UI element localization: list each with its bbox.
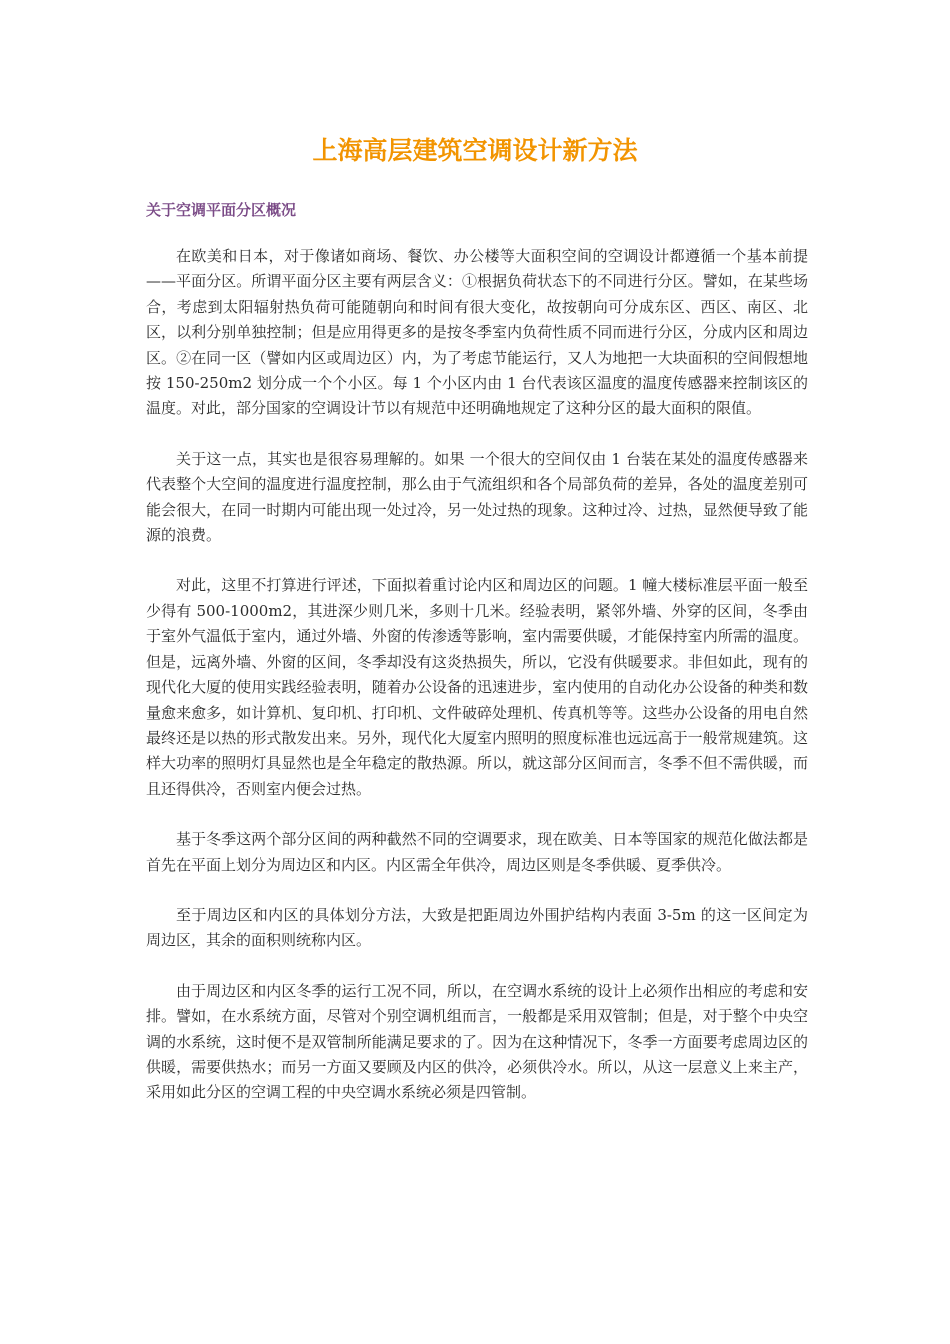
section-heading: 关于空调平面分区概况 [146,201,297,219]
body-paragraph: 由于周边区和内区冬季的运行工况不同，所以，在空调水系统的设计上必须作出相应的考虑和安排。譬如，在水系统方面，尽管对个别空调机组而言，一般都是采用双管制；但是，对于整个中央空调的水系统，这时便不是双管制所能满足要求的了。因为在这种情况下，冬季一方面要考虑周边区的供暖，需要供热水；而另一方面又要顾及内区的供冷，必须供冷水。所以，从这一层意义上来主产，采用如此分区的空调工程的中央空调水系统必须是四管制。 [146,981,808,1102]
body-paragraph: 基于冬季这两个部分区间的两种截然不同的空调要求，现在欧美、日本等国家的规范化做法都是首先在平面上划分为周边区和内区。内区需全年供冷，周边区则是冬季供暖、夏季供冷。 [146,830,808,874]
document-title: 上海高层建筑空调设计新方法 [312,136,638,165]
document-body [146,244,808,1131]
body-paragraph: 对此，这里不打算进行评述，下面拟着重讨论内区和周边区的问题。1 幢大楼标准层平面一般至少得有 500-1000m2，其进深少则几米，多则十几米。经验表明，紧邻外墙、外穿的区间，冬季由于室外气温低于室内，通过外墙、外窗的传渗透等影响，室内需要供暖，才能保持室内所需的温度。但是，远离外墙、外窗的区间，冬季却没有这炎热损失，所以，它没有供暖要求。非但如此，现有的现代化大厦的使用实践经验表明，随着办公设备的迅速进步，室内使用的自动化办公设备的种类和数量愈来愈多，如计算机、复印机、打印机、文件破碎处理机、传真机等等。这些办公设备的用电自然最终还是以热的形式散发出来。另外，现代化大厦室内照明的照度标准也远远高于一般常规建筑。这样大功率的照明灯具显然也是全年稳定的散热源。所以，就这部分区间而言，冬季不但不需供暖，而且还得供冷，否则室内便会过热。 [146,576,808,798]
body-paragraph: 至于周边区和内区的具体划分方法，大致是把距周边外围护结构内表面 3-5m 的这一区间定为周边区，其余的面积则统称内区。 [146,905,808,950]
body-paragraph: 在欧美和日本，对于像诸如商场、餐饮、办公楼等大面积空间的空调设计都遵循一个基本前提——平面分区。所谓平面分区主要有两层含义：①根据负荷状态下的不同进行分区。譬如，在某些场合，考虑到太阳辐射热负荷可能随朝向和时间有很大变化，故按朝向可分成东区、西区、南区、北区，以利分别单独控制；但是应用得更多的是按冬季室内负荷性质不同而进行分区，分成内区和周边区。②在同一区（譬如内区或周边区）内，为了考虑节能运行，又人为地把一大块面积的空间假想地按 150-250m2 划分成一个个小区。每 1 个小区内由 1 台代表该区温度的温度传感器来控制该区的温度。对此，部分国家的空调设计节以有规范中还明确地规定了这种分区的最大面积的限值。 [146,247,808,418]
body-paragraph: 关于这一点，其实也是很容易理解的。如果 一个很大的空间仅由 1 台装在某处的温度传感器来代表整个大空间的温度进行温度控制，那么由于气流组织和各个局部负荷的差异，各处的温度差别可能会很大，在同一时期内可能出现一处过冷，另一处过热的现象。这种过冷、过热，显然便导致了能源的浪费。 [146,449,808,545]
